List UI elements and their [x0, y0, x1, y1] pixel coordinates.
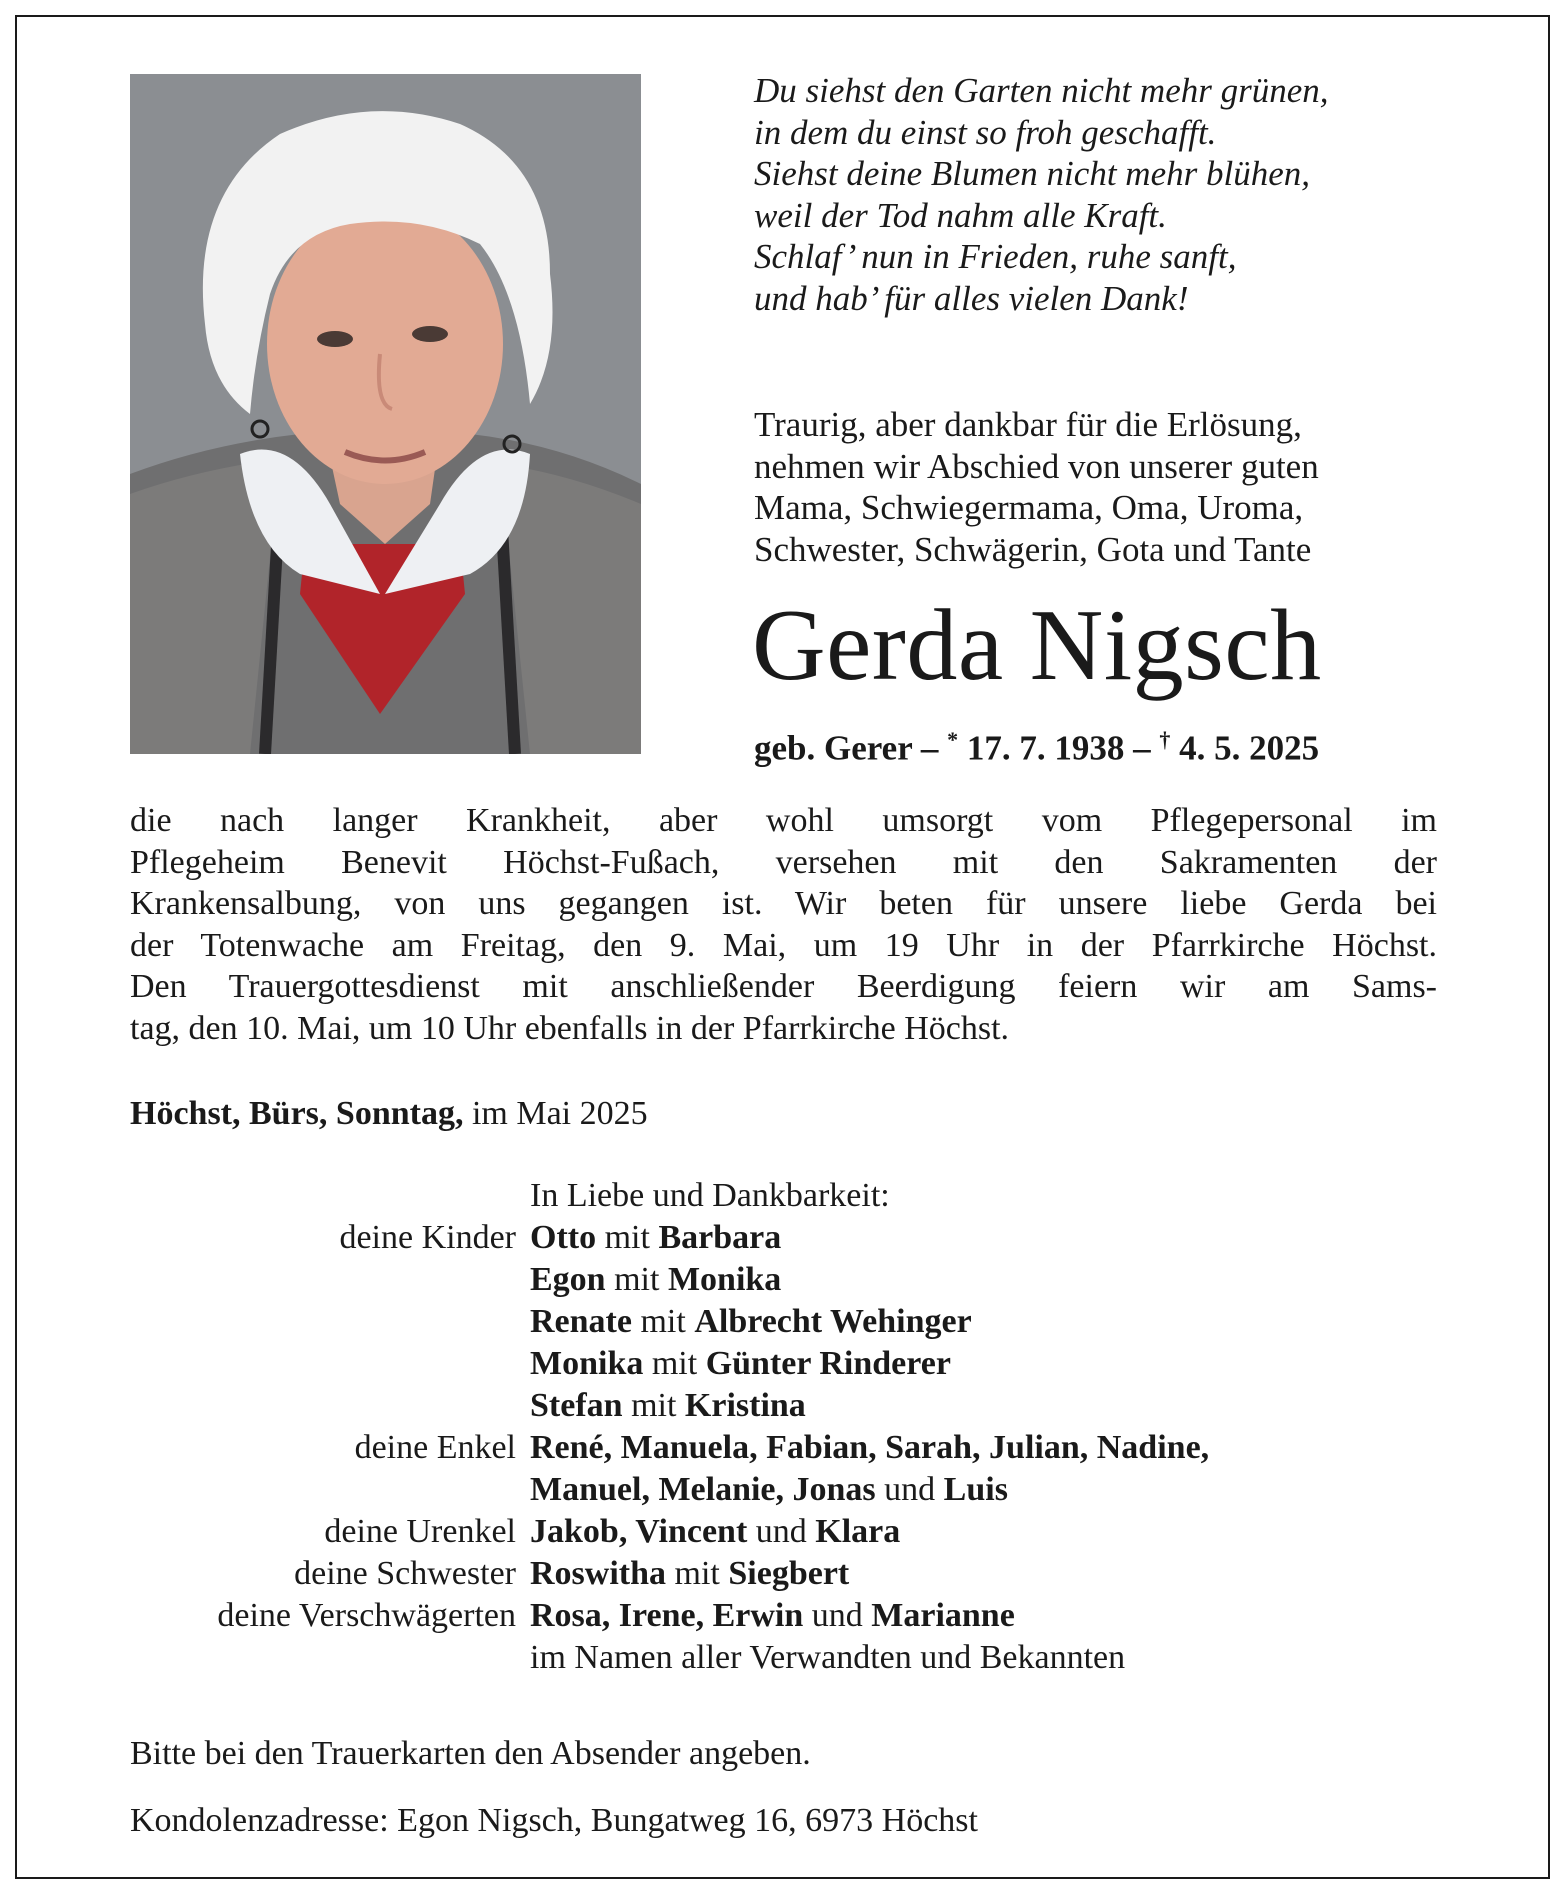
- poem-line: in dem du einst so froh geschafft.: [754, 112, 1217, 152]
- family-row: [130, 1637, 1450, 1679]
- person-name: Kristina: [684, 1387, 806, 1424]
- person-name: Stefan: [530, 1387, 623, 1424]
- intro-line: Traurig, aber dankbar für die Erlösung,: [754, 405, 1302, 444]
- person-name: Monika: [530, 1345, 644, 1382]
- poem-line: weil der Tod nahm alle Kraft.: [754, 195, 1167, 235]
- intro-text: [754, 404, 1454, 570]
- person-name: Egon: [530, 1261, 606, 1298]
- body-line: der Totenwache am Freitag, den 9. Mai, um 19 Uhr in der Pfarrkirche Höchst.: [130, 926, 1437, 964]
- relation-label: deine Enkel: [354, 1429, 516, 1466]
- condolence-address: Kondolenzadresse: Egon Nigsch, Bungatweg 16, 6973 Höchst: [130, 1802, 978, 1839]
- dash: –: [912, 728, 948, 768]
- body-line: Pflegeheim Benevit Höchst-Fußach, versehen mit den Sakramenten der: [130, 843, 1437, 881]
- portrait-photo: [130, 74, 641, 754]
- connector: und: [875, 1471, 944, 1508]
- person-name: Günter Rinderer: [705, 1345, 951, 1382]
- family-row: [130, 1259, 1450, 1301]
- relation-label: deine Kinder: [339, 1219, 516, 1256]
- person-names: Rosa, Irene, Erwin: [530, 1597, 804, 1634]
- connector: mit: [631, 1303, 695, 1340]
- family-row: [130, 1553, 1450, 1595]
- birth-date: 17. 7. 1938: [958, 728, 1125, 768]
- connector: mit: [622, 1387, 685, 1424]
- relation-label: deine Schwester: [294, 1555, 516, 1592]
- person-name: Albrecht Wehinger: [694, 1303, 972, 1340]
- family-heading-row: [130, 1175, 1450, 1217]
- family-row: [130, 1343, 1450, 1385]
- place-date-line: [130, 1093, 648, 1135]
- death-symbol: †: [1159, 727, 1171, 752]
- family-heading: In Liebe und Dankbarkeit:: [530, 1177, 890, 1214]
- body-line: Krankensalbung, von uns gegangen ist. Wir beten für unsere liebe Gerda bei: [130, 885, 1437, 923]
- family-row: [130, 1301, 1450, 1343]
- birth-symbol: *: [947, 727, 959, 752]
- person-names: Jakob, Vincent: [530, 1513, 748, 1550]
- family-row: [130, 1385, 1450, 1427]
- connector: und: [747, 1513, 816, 1550]
- relation-label: deine Verschwägerten: [217, 1597, 516, 1634]
- person-names: René, Manuela, Fabian, Sarah, Julian, Nadine,: [530, 1429, 1210, 1466]
- intro-line: Mama, Schwiegermama, Oma, Uroma,: [754, 488, 1304, 528]
- dash: –: [1124, 728, 1160, 768]
- poem: [754, 70, 1474, 320]
- poem-line: Schlaf’ nun in Frieden, ruhe sanft,: [754, 237, 1237, 277]
- poem-line: Siehst deine Blumen nicht mehr blühen,: [754, 154, 1310, 194]
- person-name: Roswitha: [530, 1555, 667, 1592]
- family-row: [130, 1427, 1450, 1469]
- body-line: die nach langer Krankheit, aber wohl umsorgt vom Pflegepersonal im: [130, 802, 1437, 839]
- intro-line: Schwester, Schwägerin, Gota und Tante: [754, 529, 1312, 569]
- poem-line: und hab’ für alles vielen Dank!: [754, 278, 1189, 318]
- deceased-name: Gerda Nigsch: [752, 589, 1322, 702]
- places: Höchst, Bürs, Sonntag,: [130, 1095, 464, 1132]
- person-name: Marianne: [871, 1597, 1015, 1634]
- family-list: [130, 1175, 1450, 1679]
- family-row: [130, 1217, 1450, 1259]
- date: im Mai 2025: [463, 1095, 648, 1132]
- person-name: Barbara: [658, 1219, 782, 1256]
- person-name: Monika: [667, 1261, 782, 1298]
- announcement-text: [130, 800, 1437, 1050]
- connector: mit: [666, 1555, 729, 1592]
- person-name: Siegbert: [728, 1555, 850, 1592]
- family-row: [130, 1469, 1450, 1511]
- family-footer: im Namen aller Verwandten und Bekannten: [530, 1639, 1126, 1676]
- family-row: [130, 1595, 1450, 1637]
- person-name: Renate: [530, 1303, 632, 1340]
- connector: und: [803, 1597, 872, 1634]
- body-line: Den Trauergottesdienst mit anschließender Beerdigung feiern wir am Sams-: [130, 968, 1437, 1006]
- card-note: Bitte bei den Trauerkarten den Absender angeben.: [130, 1735, 811, 1772]
- death-date: 4. 5. 2025: [1170, 728, 1320, 768]
- person-name: Klara: [815, 1513, 901, 1550]
- connector: mit: [605, 1261, 668, 1298]
- relation-label: deine Urenkel: [324, 1513, 516, 1550]
- person-names: Manuel, Melanie, Jonas: [530, 1471, 876, 1508]
- connector: mit: [596, 1219, 659, 1256]
- poem-line: Du siehst den Garten nicht mehr grünen,: [754, 71, 1329, 110]
- life-dates: [754, 718, 1319, 771]
- birth-name: geb. Gerer: [754, 728, 913, 768]
- body-line: tag, den 10. Mai, um 10 Uhr ebenfalls in der Pfarrkirche Höchst.: [130, 1009, 1010, 1047]
- person-name: Otto: [530, 1219, 597, 1256]
- person-name: Luis: [943, 1471, 1008, 1508]
- family-row: [130, 1511, 1450, 1553]
- intro-line: nehmen wir Abschied von unserer guten: [754, 446, 1319, 486]
- connector: mit: [643, 1345, 706, 1382]
